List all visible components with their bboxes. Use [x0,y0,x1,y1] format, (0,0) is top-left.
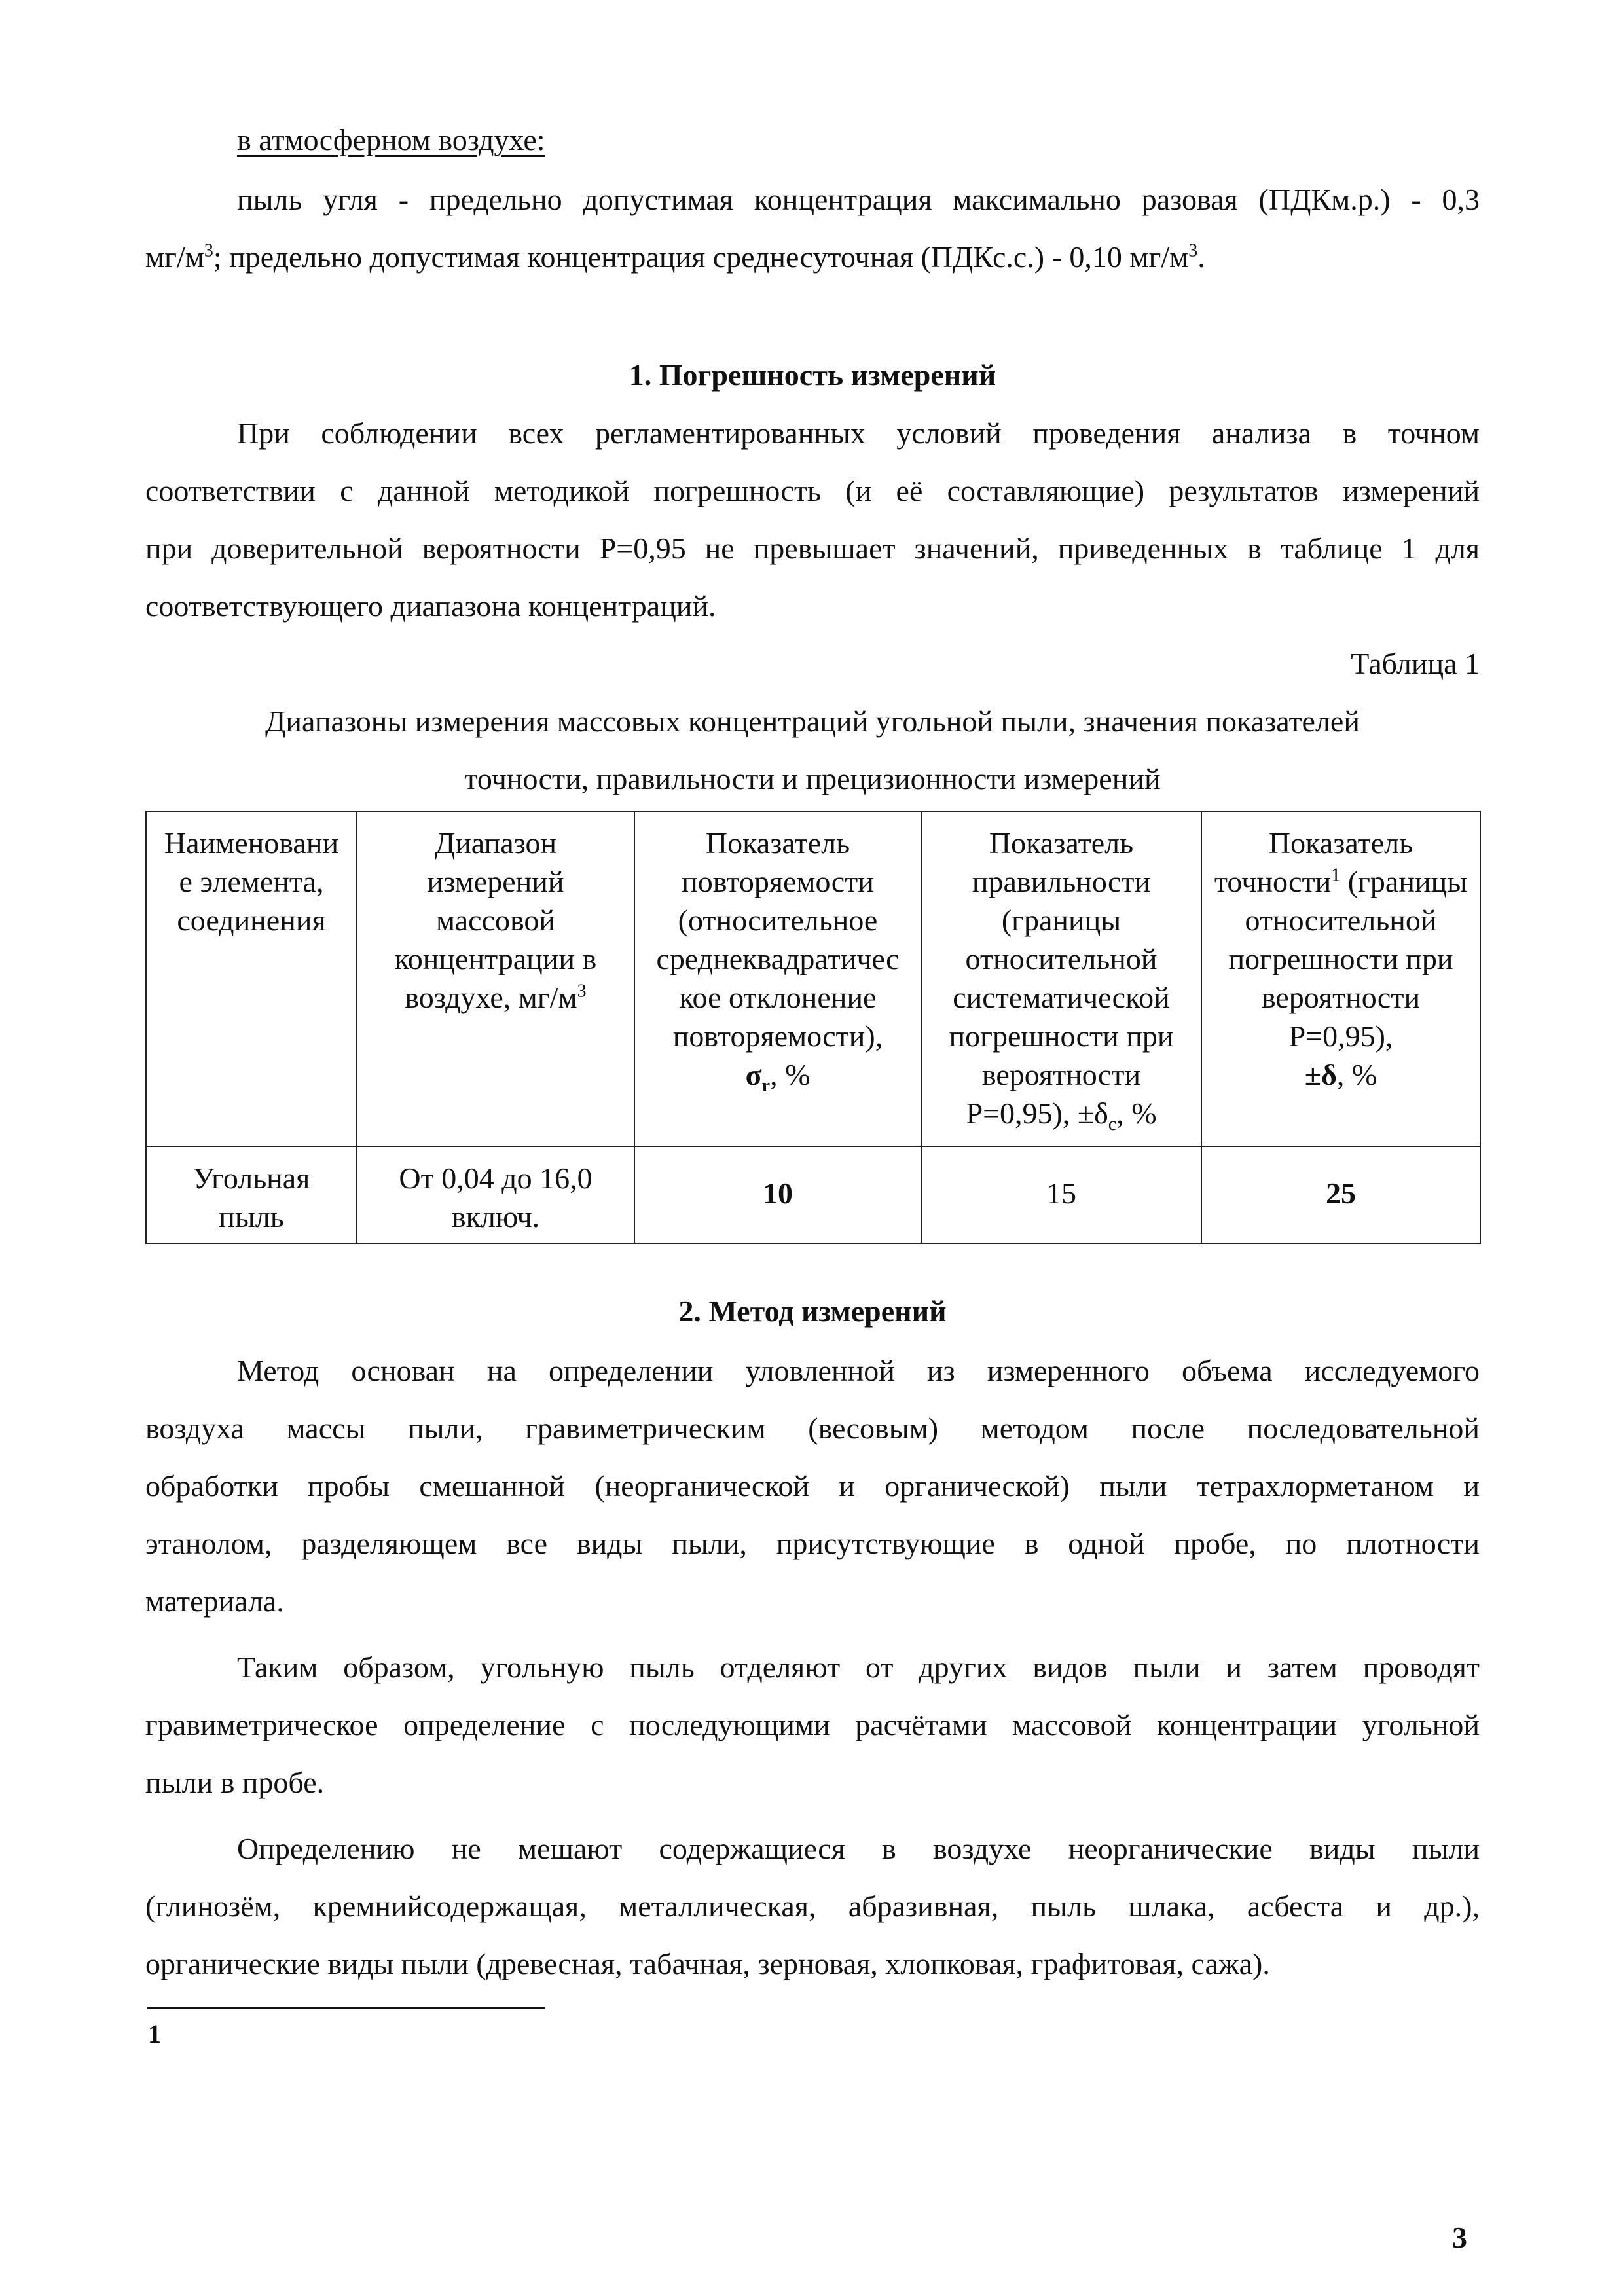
header-measurement-range: Диапазон измерений массовой концентрации в воздухе, $мг/м^3$ [357,811,634,1146]
table-row [146,1146,1480,1243]
header-trueness: Показатель правильности (границы относительной систематической погрешности при вероятности Р=0,95), $\pm\delta_c$, % [921,811,1201,1146]
footnote-separator [147,2007,545,2009]
cell-measurement-range: От 0,04 до 16,0 включ. [357,1146,634,1243]
paragraph-line: этанолом, разделяющем все виды пыли, присутствующие в одной пробе, по плотности [145,1527,1480,1560]
paragraph-line: воздуха массы пыли, гравиметрическим (весовым) методом после последовательной [145,1412,1480,1445]
paragraph-line: пыли в пробе. [145,1766,325,1799]
paragraph-line: Определению не мешают содержащиеся в воздухе неорганические виды пыли [237,1832,1480,1865]
paragraph-line: При соблюдении всех регламентированных условий проведения анализа в точном [237,416,1480,450]
paragraph-line: органические виды пыли (древесная, табачная, зерновая, хлопковая, графитовая, сажа). [145,1947,1270,1980]
table-label: Таблица 1 [1351,647,1480,680]
footnote-mark: 1 [148,2019,161,2049]
paragraph-line: обработки пробы смешанной (неорганической и органической) пыли тетрахлорметаном и [145,1469,1480,1503]
accuracy-table [145,811,1481,1244]
page-number: 3 [1452,2221,1467,2254]
table-caption: точности, правильности и прецизионности измерений [464,762,1161,795]
paragraph-line: материала. [145,1584,284,1618]
paragraph-line: пыль угля - предельно допустимая концентрация максимально разовая (ПДКм.р.) - 0,3 [237,183,1480,216]
cell-repeatability: 10 [634,1146,921,1243]
paragraph-line: соответствующего диапазона концентраций. [145,589,716,623]
paragraph-line: Метод основан на определении уловленной из измеренного объема исследуемого [237,1354,1480,1387]
header-repeatability: Показатель повторяемости (относительное среднеквадратичес кое отклонение повторяемости), $\sigma_r$, % [634,811,921,1146]
cell-element-name: Угольная пыль [146,1146,357,1243]
paragraph-line: соответствии с данной методикой погрешность (и её составляющие) результатов измерений [145,474,1480,507]
cell-accuracy: 25 [1201,1146,1480,1243]
section-title: 2. Метод измерений [678,1294,947,1328]
paragraph-line: (глинозём, кремнийсодержащая, металлическая, абразивная, пыль шлака, асбеста и др.), [145,1889,1480,1923]
table-caption: Диапазоны измерения массовых концентраций угольной пыли, значения показателей [265,704,1360,738]
paragraph-line: $мг/м^3$; предельно допустимая концентрация среднесуточная (ПДКс.с.) - 0,10 $мг/м^3$. [145,240,1205,274]
section-title: 1. Погрешность измерений [629,358,996,392]
paragraph-line: гравиметрическое определение с последующими расчётами массовой концентрации угольной [145,1708,1480,1741]
cell-trueness: 15 [921,1146,1201,1243]
paragraph-line: Таким образом, угольную пыль отделяют от других видов пыли и затем проводят [237,1650,1480,1684]
section-heading-atmospheric-air: в атмосферном воздухе: [237,123,545,156]
table-header-row [146,811,1480,1146]
header-element-name: Наименовани е элемента, соединения [146,811,357,1146]
paragraph-line: при доверительной вероятности Р=0,95 не превышает значений, приведенных в таблице 1 для [145,532,1480,565]
header-accuracy: Показатель точности$^1$ (границы относительной погрешности при вероятности Р=0,95), ±δ, % [1201,811,1480,1146]
